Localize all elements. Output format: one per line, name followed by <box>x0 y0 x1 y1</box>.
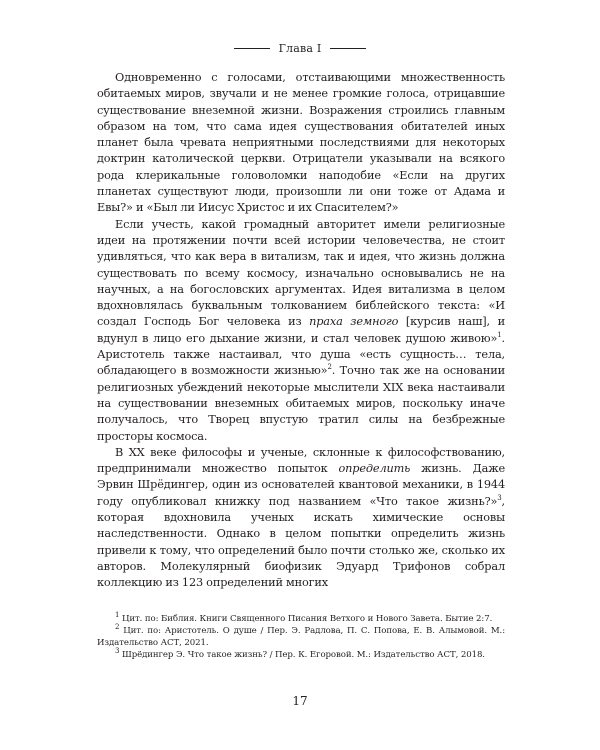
paragraph-3 <box>97 445 505 592</box>
footnote-3 <box>97 649 505 661</box>
header-rule-right <box>330 48 366 49</box>
footnote-ref: 1 <box>497 330 502 339</box>
footnote-1 <box>97 613 505 625</box>
footnotes <box>97 613 505 661</box>
paragraph-2 <box>97 217 505 445</box>
footnote-ref: 2 <box>327 363 332 372</box>
paragraph-3-part-1: В XX веке философы и ученые, склонные к философствованию, предпринимали множество попыток <box>97 445 505 476</box>
footnote-2 <box>97 625 505 649</box>
paragraph-2-part-2: [курсив наш], и вдунул в лицо его дыхание жизни, и стал человек душою живою» <box>97 315 505 345</box>
footnote-number: 2 <box>115 623 120 632</box>
header-rule-left <box>234 48 270 49</box>
chapter-title: Глава I <box>278 42 322 55</box>
footnote-text: Цит. по: Аристотель. О душе / Пер. Э. Радлова, П. С. Попова, Е. В. Алымовой. М.: Издательство АСТ, 2021. <box>97 626 505 648</box>
footnote-text: Цит. по: Библия. Книги Священного Писания Ветхого и Нового Завета. Бытие 2:7. <box>119 614 493 624</box>
paragraph-2-part-3: . Аристотель также настаивал, что душа «есть сущность… тела, обладающего в возможности жизнью» <box>97 331 505 378</box>
footnote-ref: 3 <box>497 493 502 502</box>
page-number: 17 <box>292 694 308 708</box>
emphasis-text: определить <box>338 462 411 476</box>
paragraph-3-part-3: , которая вдохновила ученых искать химические основы наследственности. Однако в целом попытки определить жизнь привели к тому, что определений было почти столько же, сколько их авторов. Молекулярный биофизик Эдуард Трифонов собрал коллекцию из 123 определений многих <box>97 494 505 590</box>
main-text <box>97 70 505 592</box>
paragraph-1: Одновременно с голосами, отстаивающими множественность обитаемых миров, звучали и не менее громкие голоса, отрицавшие существование внеземной жизни. Возражения строились главным образом на том, что сама идея существования обитателей иных планет была чревата неприятными последствиями для некоторых доктрин католической церкви. Отрицатели указывали на всякого рода клерикальные головоломки наподобие «Если на других планетах существуют люди, произошли ли они тоже от Адама и Евы?» и «Был ли Иисус Христос и их Спасителем?» <box>97 71 505 215</box>
emphasis-text: праха земного <box>309 315 399 329</box>
running-header <box>0 42 600 55</box>
paragraph-3-part-2: жизнь. Даже Эрвин Шрёдингер, один из основателей квантовой механики, в 1944 году опубликовал книжку под названием «Что такое жизнь?» <box>97 462 505 508</box>
footnote-number: 1 <box>115 611 120 620</box>
footnote-text: Шрёдингер Э. Что такое жизнь? / Пер. К. Егоровой. М.: Издательство АСТ, 2018. <box>119 650 485 660</box>
footnote-number: 3 <box>115 647 120 656</box>
paragraph-2-part-4: . Точно так же на основании религиозных убеждений некоторые мыслители XIX века настаивали на существовании внеземных обитаемых миров, поскольку иначе получалось, что Творец впустую тратил силы на безбрежные просторы космоса. <box>97 364 505 443</box>
paragraph-2-part-1: Если учесть, какой громадный авторитет имели религиозные идеи на протяжении почти всей истории человечества, не стоит удивляться, что как вера в витализм, так и идея, что жизнь должна существовать по всему космосу, изначально основывались не на научных, а на богословских аргументах. Идея витализма в целом вдохновлялась буквальным толкованием библейского текста: «И создал Господь Бог человека из <box>97 217 505 329</box>
